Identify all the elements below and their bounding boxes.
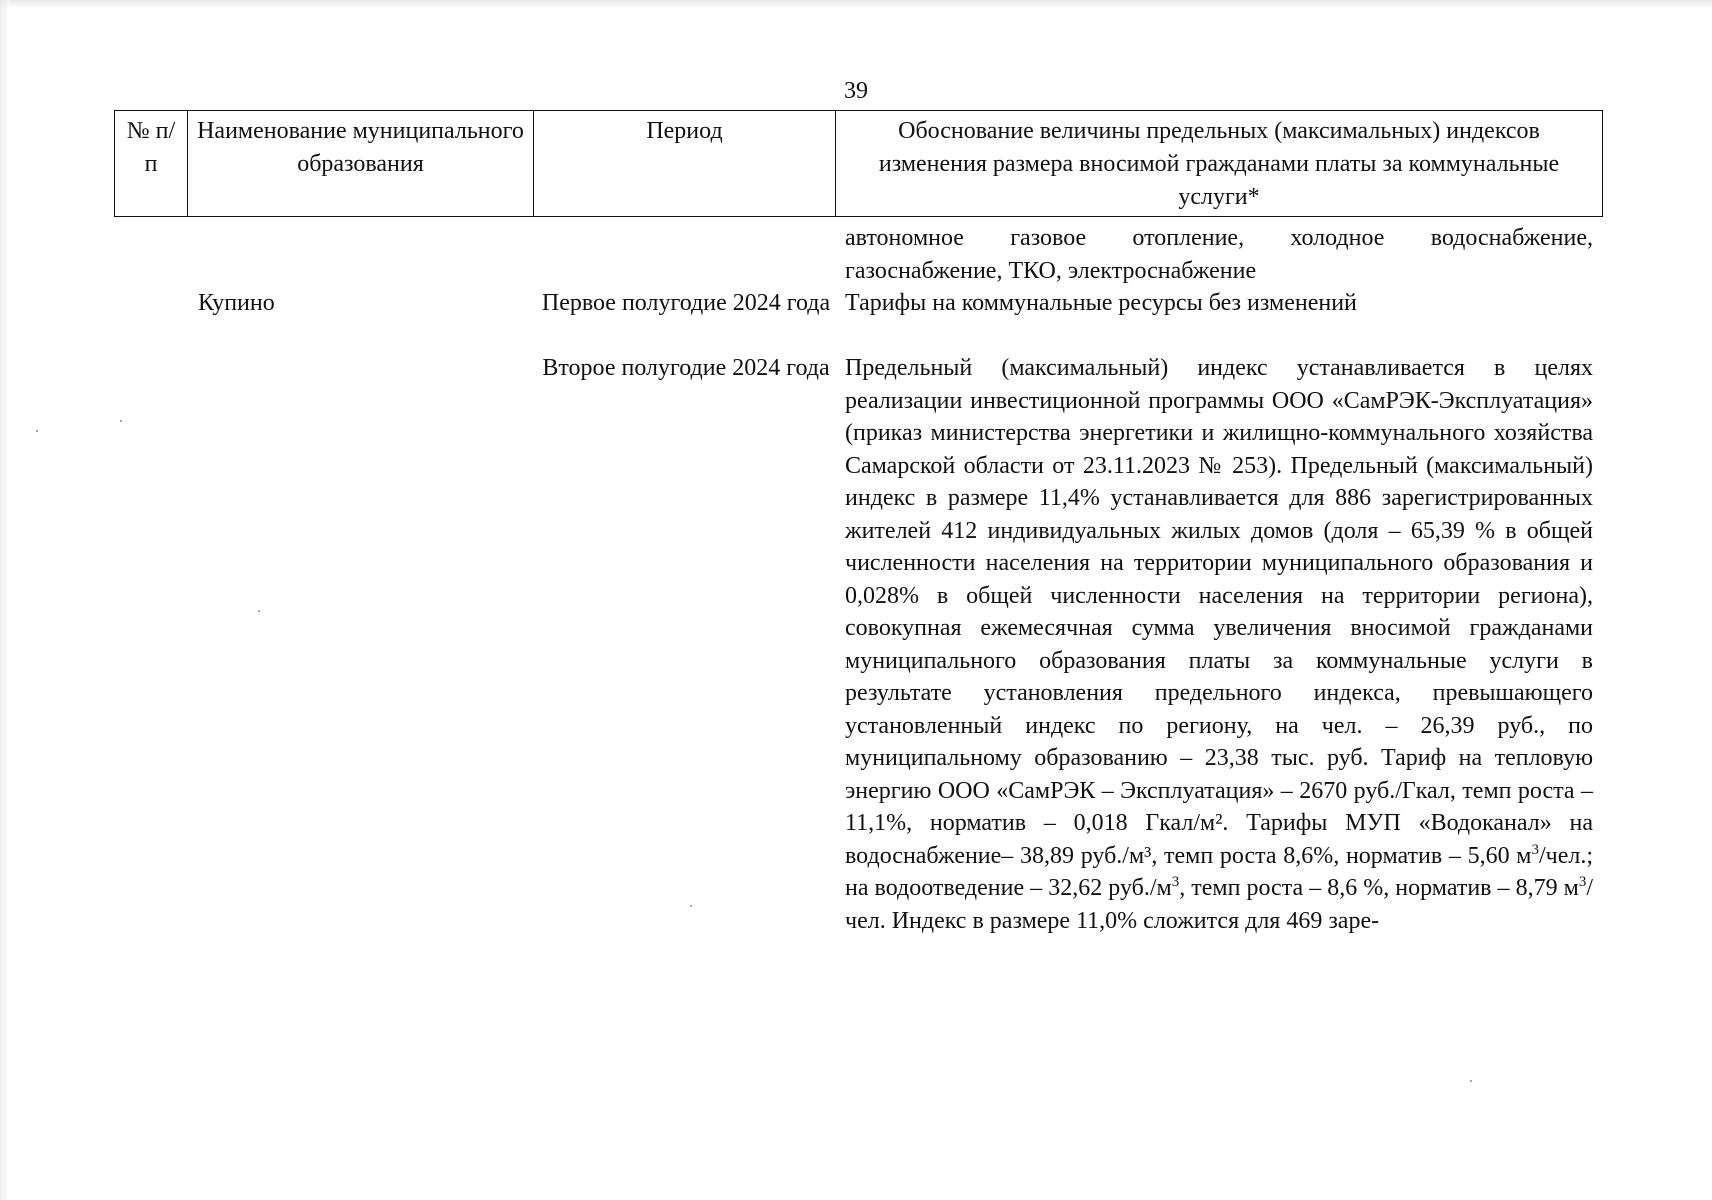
header-col-period: Период bbox=[534, 111, 836, 217]
header-col-municipality: Наименование муниципального образования bbox=[188, 111, 534, 217]
header-col-justification: Обоснование величины предельных (максимальных) индексов изменения размера вносимой гражданами платы за коммунальные услуги* bbox=[836, 111, 1603, 217]
scan-speck bbox=[120, 420, 122, 422]
header-row bbox=[115, 111, 1603, 217]
justification-first-half: Тарифы на коммунальные ресурсы без изменений bbox=[845, 290, 1357, 316]
scan-edge-top bbox=[0, 0, 1712, 8]
page-number: 39 bbox=[844, 78, 868, 104]
period-first-half: Первое полугодие 2024 года bbox=[541, 290, 831, 316]
superscript: 3 bbox=[1578, 874, 1587, 890]
municipality-name: Купино bbox=[198, 290, 275, 316]
continuation-text: автономное газовое отопление, холодное водоснабжение, газоснабжение, ТКО, электроснабжение bbox=[845, 225, 1593, 284]
scan-edge-left bbox=[0, 0, 10, 1200]
scan-speck bbox=[1470, 1080, 1472, 1082]
justification-text-d: , темп роста – 8,6 %, норматив – 8,79 м bbox=[1179, 875, 1579, 901]
table-header bbox=[114, 110, 1603, 217]
justification-second-half bbox=[845, 352, 1593, 937]
header-col-number: № п/п bbox=[115, 111, 188, 217]
justification-text-c: /чел.; на водоотведение – 32,62 руб./м bbox=[845, 842, 1593, 901]
justification-text-a: Предельный (максимальный) индекс устанавливается в целях реализации инвестиционной программы ООО «СамРЭК-Эксплуатация» (приказ министерства энергетики и жилищно-коммунального хозяйства Самарской области от 23.11.2023 № 253). Предельный (максимальный) индекс в размере 11,4% устанавливается для 886 зарегистрированных жителей 412 индивидуальных жилых домов (доля – 65,39 % в общей численности населения на территории муниципального образования и 0,028% в общей численности населения на территории региона), совокупная ежемесячная сумма увеличения вносимой гражданами муниципального образования платы за коммунальные услуги в результате установления предельного индекса, превышающего установленный индекс по региону, на чел. – 26,39 руб., по муниципальному образованию – 23,38 тыс. руб. Тариф на тепловую энергию ООО «СамРЭК – Эксплуатация» – 2670 руб./Гкал, темп роста – 11,1%, норматив – 0,018 Гкал/м². bbox=[845, 355, 1593, 836]
scan-speck bbox=[36, 430, 38, 432]
scan-speck bbox=[258, 610, 260, 612]
period-second-half: Второе полугодие 2024 года bbox=[542, 355, 830, 381]
superscript: 3 bbox=[1531, 841, 1539, 858]
justification-text-b: Тарифы МУП «Водоканал» на водоснабжение– 38,89 руб./м³, темп роста 8,6%, норматив – 5,60 м bbox=[845, 810, 1593, 869]
scan-speck bbox=[690, 905, 692, 907]
superscript: 3 bbox=[1171, 874, 1180, 890]
justification-text-e: /чел. Индекс в размере 11,0% сложится для 469 заре- bbox=[845, 875, 1593, 934]
